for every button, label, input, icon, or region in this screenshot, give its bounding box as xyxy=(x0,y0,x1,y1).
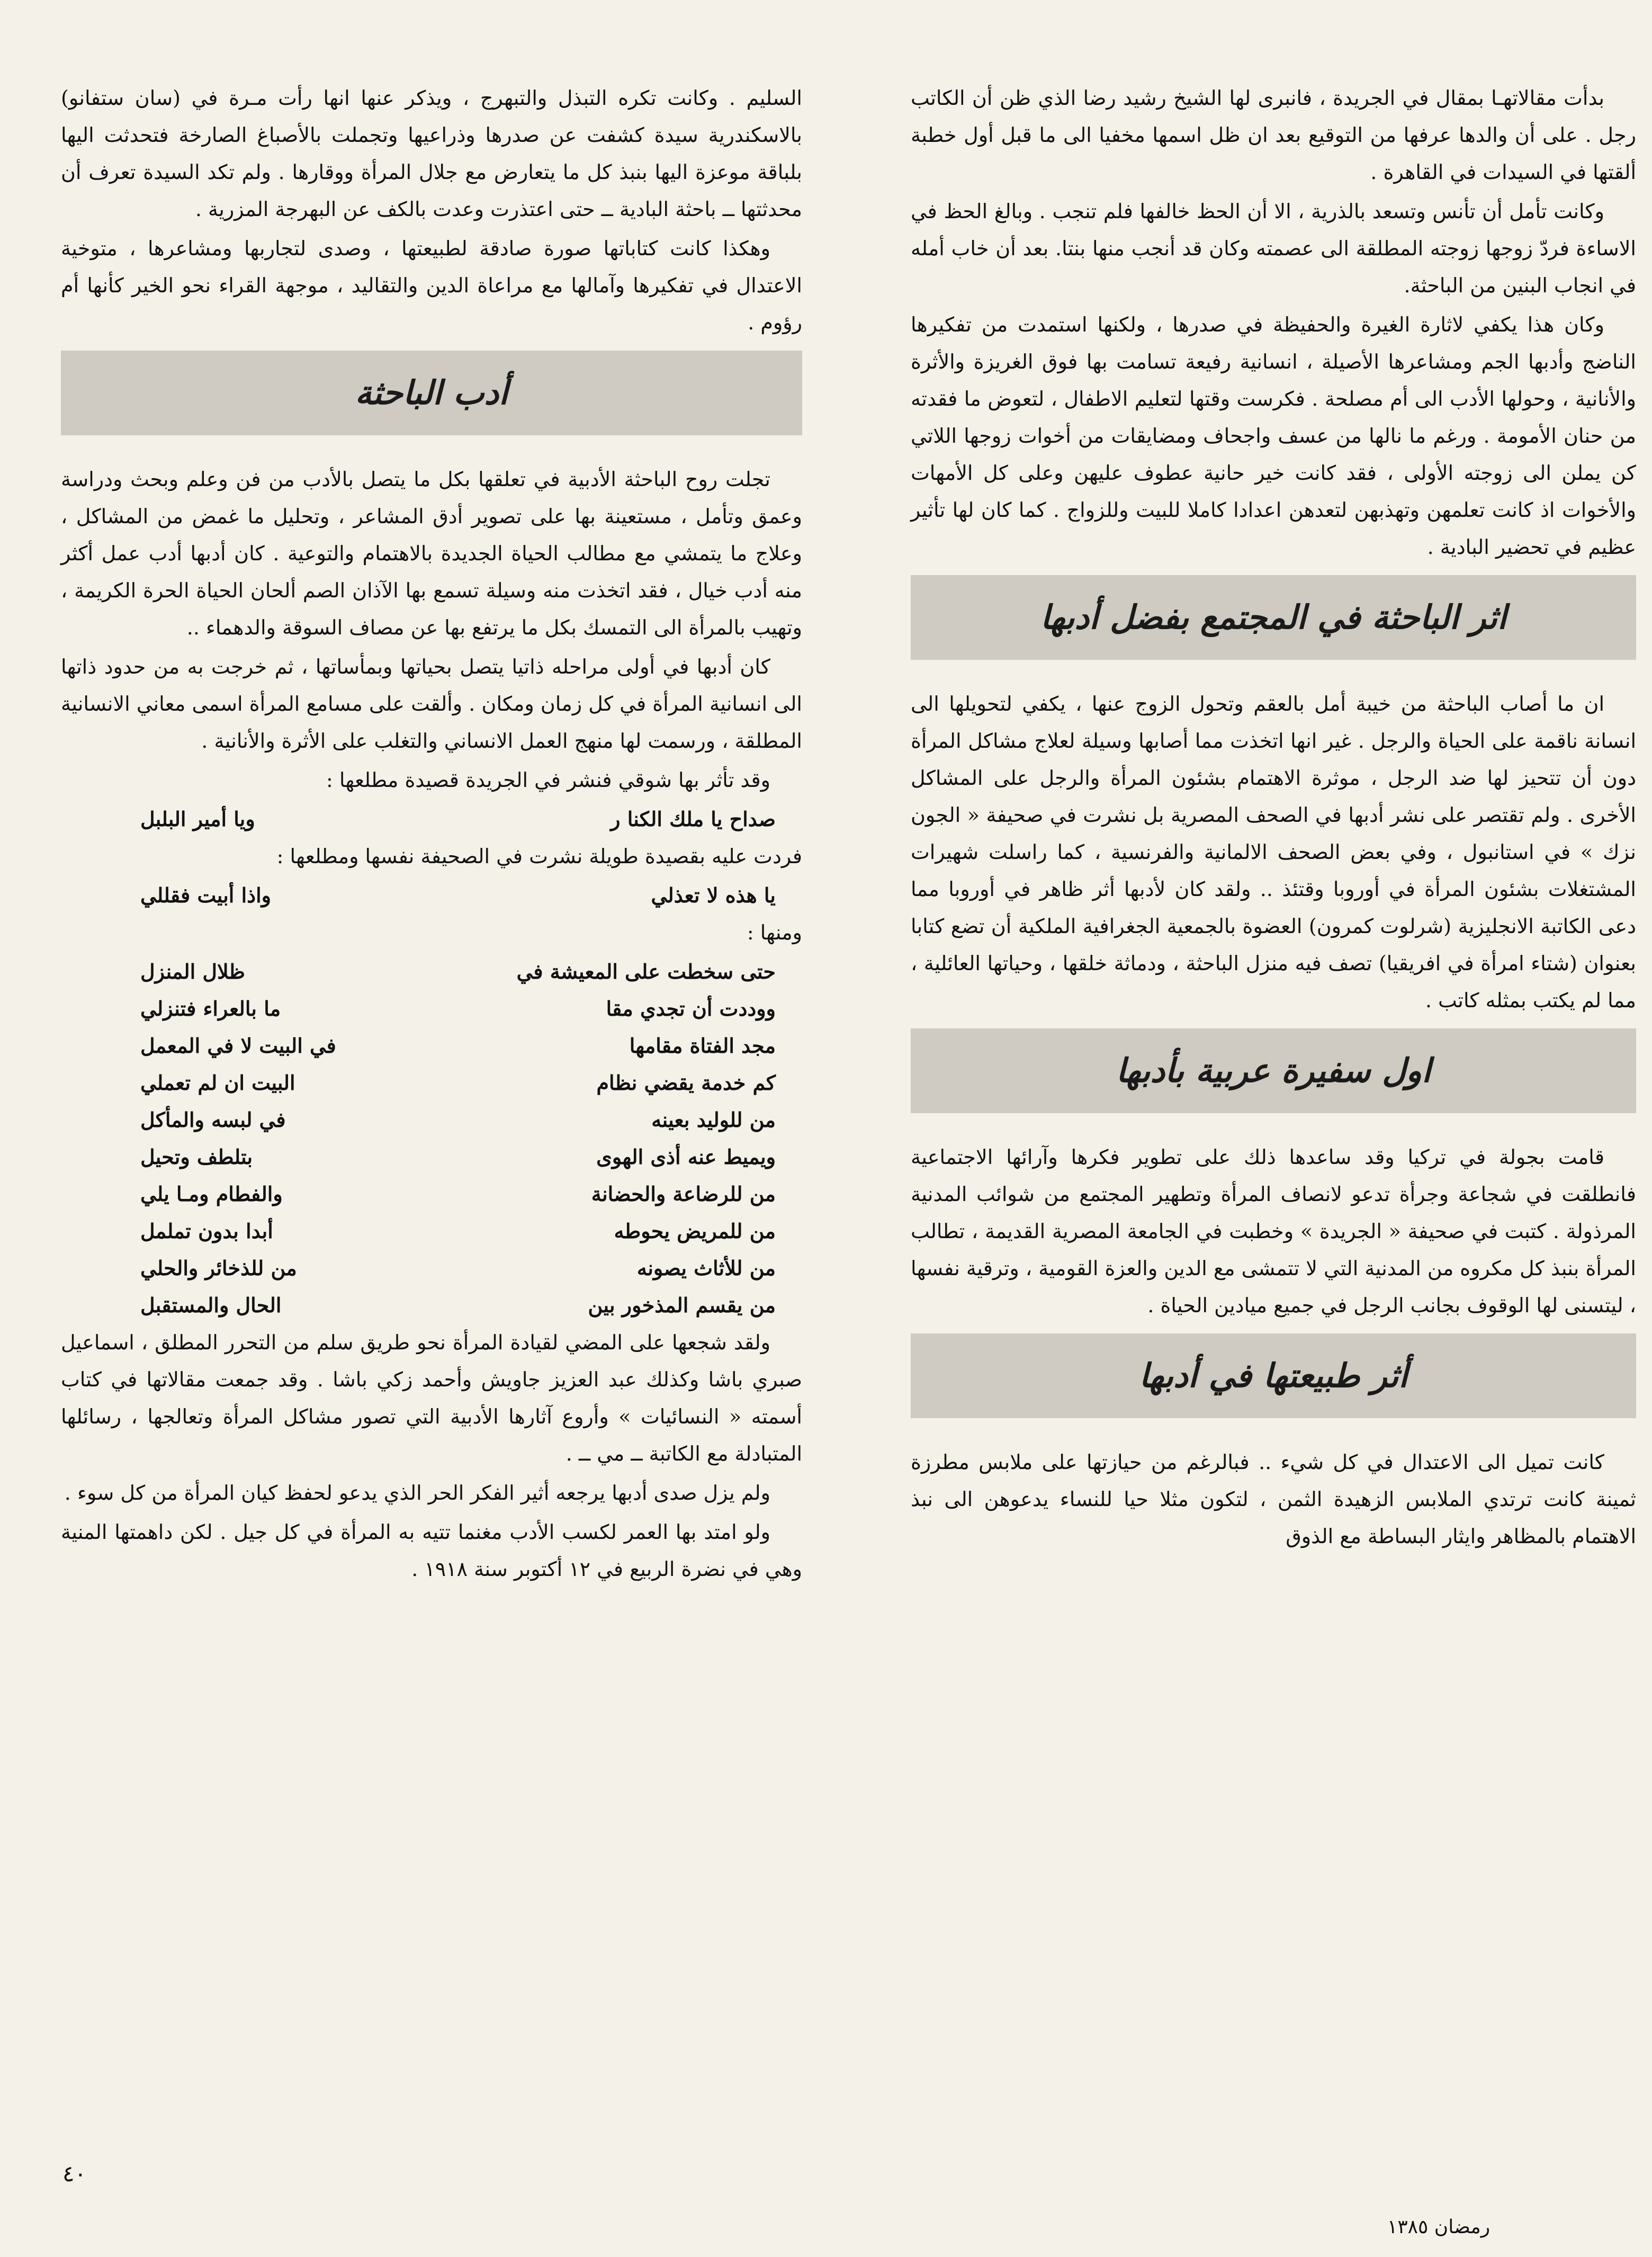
paragraph: كانت تميل الى الاعتدال في كل شيء .. فبالرغم من حيازتها على ملابس مطرزة ثمينة كانت ترتدي الملابس الزهيدة الثمن ، لتكون مثلا حيا للنساء يدعوهن الى نبذ الاهتمام بالمظاهر وايثار البساطة مع الذوق xyxy=(911,1450,1636,1548)
hemistich: ويميط عنه أذى الهوى xyxy=(596,1145,776,1169)
hemistich: يا هذه لا تعذلي xyxy=(651,883,776,907)
paragraph: قامت بجولة في تركيا وقد ساعدها ذلك على تطوير فكرها وآرائها الاجتماعية فانطلقت في شجاعة وجرأة تدعو لانصاف المرأة وتطهير المجتمع من شوائب المدنية المرذولة . كتبت في صحيفة « الجريدة » وخطبت في الجامعة المصرية القديمة ، تطالب المرأة بنبذ كل مكروه من المدنية التي لا تتمشى مع الدين والعزة القومية ، وترقية نفسها ، ليتسنى لها الوقوف بجانب الرجل في جميع ميادين الحياة . xyxy=(911,1145,1636,1317)
paragraph: السليم . وكانت تكره التبذل والتبهرج ، ويذكر عنها انها رأت مـرة في (سان ستفانو) بالاسكندرية سيدة كشفت عن صدرها وذراعيها وتجملت بالأصباغ الصارخة فتحدثت اليها بلباقة موعزة اليها بنبذ كل ما يتعارض مع جلال المرأة ووقارها . ولم تكد السيدة تعرف أن محدثتها ــ باحثة البادية ــ حتى اعتذرت وعدت بالكف عن البهرجة المزرية . xyxy=(61,86,802,221)
paragraph: ولقد شجعها على المضي لقيادة المرأة نحو طريق سلم من التحرر المطلق ، اسماعيل صبري باشا وكذلك عبد العزيز جاويش وأحمد زكي باشا . وقد جمعت مقالاتها في كتاب أسمته « النسائيات » وأروع آثارها الأدبية التي تصور مشاكل المرأة وتعالجها ، رسائلها المتبادلة مع الكاتبة ــ مي ــ . xyxy=(61,1331,802,1465)
hemistich: كم خدمة يقضي نظام xyxy=(596,1071,776,1095)
poem-verse xyxy=(61,1027,802,1064)
section-heading-bar xyxy=(61,351,802,435)
page-number: ٤٠ xyxy=(62,2161,87,2187)
paragraph: وكان هذا يكفي لاثارة الغيرة والحفيظة في صدرها ، ولكنها استمدت من تفكيرها الناضج وأدبها الجم ومشاعرها الأصيلة ، انسانية رفيعة تسامت بها فوق الغريزة والأثرة والأنانية ، وحولها الأدب الى أم مصلحة . فكرست وقتها لتعليم الاطفال ، لتعوض ما فقدته من حنان الأمومة . ورغم ما نالها من عسف واجحاف ومضايقات من أخوات زوجها اللاتي كن يملن الى زوجته الأولى ، فقد كانت خير حانية عطوف عليهن وعلى كل الأمهات والأخوات اذ كانت تعلمهن وتهذبهن لتعدهن اعدادا كاملا للبيت وللزواج . كما كان لها تأثير عظيم في تحضير البادية . xyxy=(911,313,1636,559)
section-heading-bar xyxy=(911,1028,1636,1113)
hemistich: صداح يا ملك الكنا ر xyxy=(610,807,776,831)
poem-verse xyxy=(61,1250,802,1287)
paragraph: ومنها : xyxy=(747,921,802,944)
poem-verse xyxy=(61,990,802,1027)
left-column xyxy=(61,79,802,1590)
poem-verse xyxy=(61,877,802,914)
poem xyxy=(61,953,802,1324)
section-heading-bar xyxy=(911,575,1636,660)
hemistich: من للوليد بعينه xyxy=(651,1108,776,1132)
section-heading: اثر الباحثة في المجتمع بفضل أدبها xyxy=(1040,598,1507,637)
hemistich: ما بالعراء فتنزلي xyxy=(140,997,281,1020)
hemistich: من للذخائر والحلي xyxy=(140,1256,297,1280)
paragraph: وهكذا كانت كتاباتها صورة صادقة لطبيعتها ، وصدى لتجاربها ومشاعرها ، متوخية الاعتدال في تفكيرها وآمالها مع مراعاة الدين والتقاليد ، موجهة القراء نحو الخير كأنها أم رؤوم . xyxy=(61,237,802,334)
hemistich: واذا أبيت فقللي xyxy=(140,883,271,907)
hemistich: البيت ان لم تعملي xyxy=(140,1071,295,1095)
paragraph: بدأت مقالاتهـا بمقال في الجريدة ، فانبرى لها الشيخ رشيد رضا الذي ظن أن الكاتب رجل . على أن والدها عرفها من التوقيع بعد ان ظل اسمها مخفيا الى ما قبل أول خطبة ألقتها في السيدات في القاهرة . xyxy=(911,86,1636,184)
hemistich: من للرضاعة والحضانة xyxy=(591,1182,776,1206)
poem-verse xyxy=(61,953,802,990)
poem-verse xyxy=(61,1287,802,1324)
section-heading: اول سفيرة عربية بأدبها xyxy=(1116,1051,1431,1090)
poem-verse xyxy=(61,1176,802,1213)
paragraph: تجلت روح الباحثة الأدبية في تعلقها بكل ما يتصل بالأدب من فن وعلم وبحث ودراسة وعمق وتأمل ، مستعينة بها على تصوير أدق المشاعر ، وتحليل ما غمض من المشاكل ، وعلاج ما يتمشي مع مطالب الحياة الجديدة بالاهتمام والتوعية . كان أدبها أدب عمل أكثر منه أدب خيال ، فقد اتخذت منه وسيلة تسمع بها الآذان الصم ألحان الحياة الحرة الكريمة ، وتهيب بالمرأة الى التمسك بكل ما يرتفع بها عن مصاف السوقة والدهماء .. xyxy=(61,468,802,639)
paragraph: ولم يزل صدى أدبها يرجعه أثير الفكر الحر الذي يدعو لحفظ كيان المرأة من كل سوء . xyxy=(64,1481,770,1504)
hemistich: أبدا بدون تململ xyxy=(140,1219,273,1243)
hemistich: ووددت أن تجدي مقا xyxy=(606,997,776,1020)
hemistich: من للأثاث يصونه xyxy=(636,1256,776,1280)
poem-verse xyxy=(61,801,802,838)
poem-verse xyxy=(61,1139,802,1176)
paragraph: وقد تأثر بها شوقي فنشر في الجريدة قصيدة مطلعها : xyxy=(326,768,770,792)
poem-verse xyxy=(61,1101,802,1139)
paragraph: ولو امتد بها العمر لكسب الأدب مغنما تتيه به المرأة في كل جيل . لكن داهمتها المنية وهي في نضرة الربيع في ١٢ أكتوبر سنة ١٩١٨ . xyxy=(61,1520,802,1581)
section-heading: أدب الباحثة xyxy=(355,373,508,412)
hemistich: ظلال المنزل xyxy=(140,960,245,983)
poem-verse xyxy=(61,1064,802,1101)
hemistich: الحال والمستقبل xyxy=(140,1293,282,1317)
paragraph: وكانت تأمل أن تأنس وتسعد بالذرية ، الا أن الحظ خالفها فلم تنجب . وبالغ الحظ في الاساءة فردّ زوجها زوجته المطلقة الى عصمته وكان قد أنجب منها بنتا. بعد أن خاب أمله في انجاب البنين من الباحثة. xyxy=(911,200,1636,297)
hemistich: في لبسه والمأكل xyxy=(140,1108,286,1132)
section-heading-bar xyxy=(911,1333,1636,1418)
poem-verse xyxy=(61,1213,802,1250)
hemistich: مجد الفتاة مقامها xyxy=(629,1034,776,1058)
paragraph: ان ما أصاب الباحثة من خيبة أمل بالعقم وتحول الزوج عنها ، يكفي لتحويلها الى انسانة ناقمة على الحياة والرجل . غير انها اتخذت مما أصابها وسيلة لعلاج مشاكل المرأة دون أن تتحيز لها ضد الرجل ، موثرة الاهتمام بشئون المرأة والرجل على المشاكل الأخرى . ولم تقتصر على نشر أدبها في الصحف المصرية بل نشرت في صحيفة « الجون نزك » في استانبول ، وفي بعض الصحف الالمانية والفرنسية ، كما راسلت شهيرات المشتغلات بشئون المرأة في أوروبا وقتئذ .. ولقد كان لأدبها أثر ظاهر في أوروبا مما دعى الكاتبة الانجليزية (شرلوت كمرون) العضوة بالجمعية الجغرافية الملكية أن تضع كتابا بعنوان (شتاء امرأة في افريقيا) تصف فيه منزل الباحثة ، ودماثة خلقها ، وحياتها العائلية ، مما لم يكتب بمثله كاتب . xyxy=(911,692,1636,1012)
right-column xyxy=(911,79,1636,1557)
hemistich: والفطام ومـا يلي xyxy=(140,1182,283,1206)
hemistich: بتلطف وتحيل xyxy=(140,1145,253,1169)
paragraph: فردت عليه بقصيدة طويلة نشرت في الصحيفة نفسها ومطلعها : xyxy=(276,845,802,868)
hemistich: من للمريض يحوطه xyxy=(614,1219,776,1243)
hemistich: حتى سخطت على المعيشة في xyxy=(516,960,776,983)
hemistich: في البيت لا في المعمل xyxy=(140,1034,336,1058)
paragraph: كان أدبها في أولى مراحله ذاتيا يتصل بحياتها وبمأساتها ، ثم خرجت به من حدود ذاتها الى انسانية المرأة في كل زمان ومكان . وألقت على مسامع المرأة اسمى معاني الانسانية المطلقة ، ورسمت لها منهج العمل الانساني والتغلب على الأثرة والأنانية . xyxy=(61,655,802,753)
footer-date: رمضان ١٣٨٥ xyxy=(1387,2216,1491,2238)
hemistich: من يقسم المذخور بين xyxy=(588,1293,776,1317)
section-heading: أثر طبيعتها في أدبها xyxy=(1139,1356,1408,1395)
hemistich: ويا أمير البلبل xyxy=(140,807,255,831)
